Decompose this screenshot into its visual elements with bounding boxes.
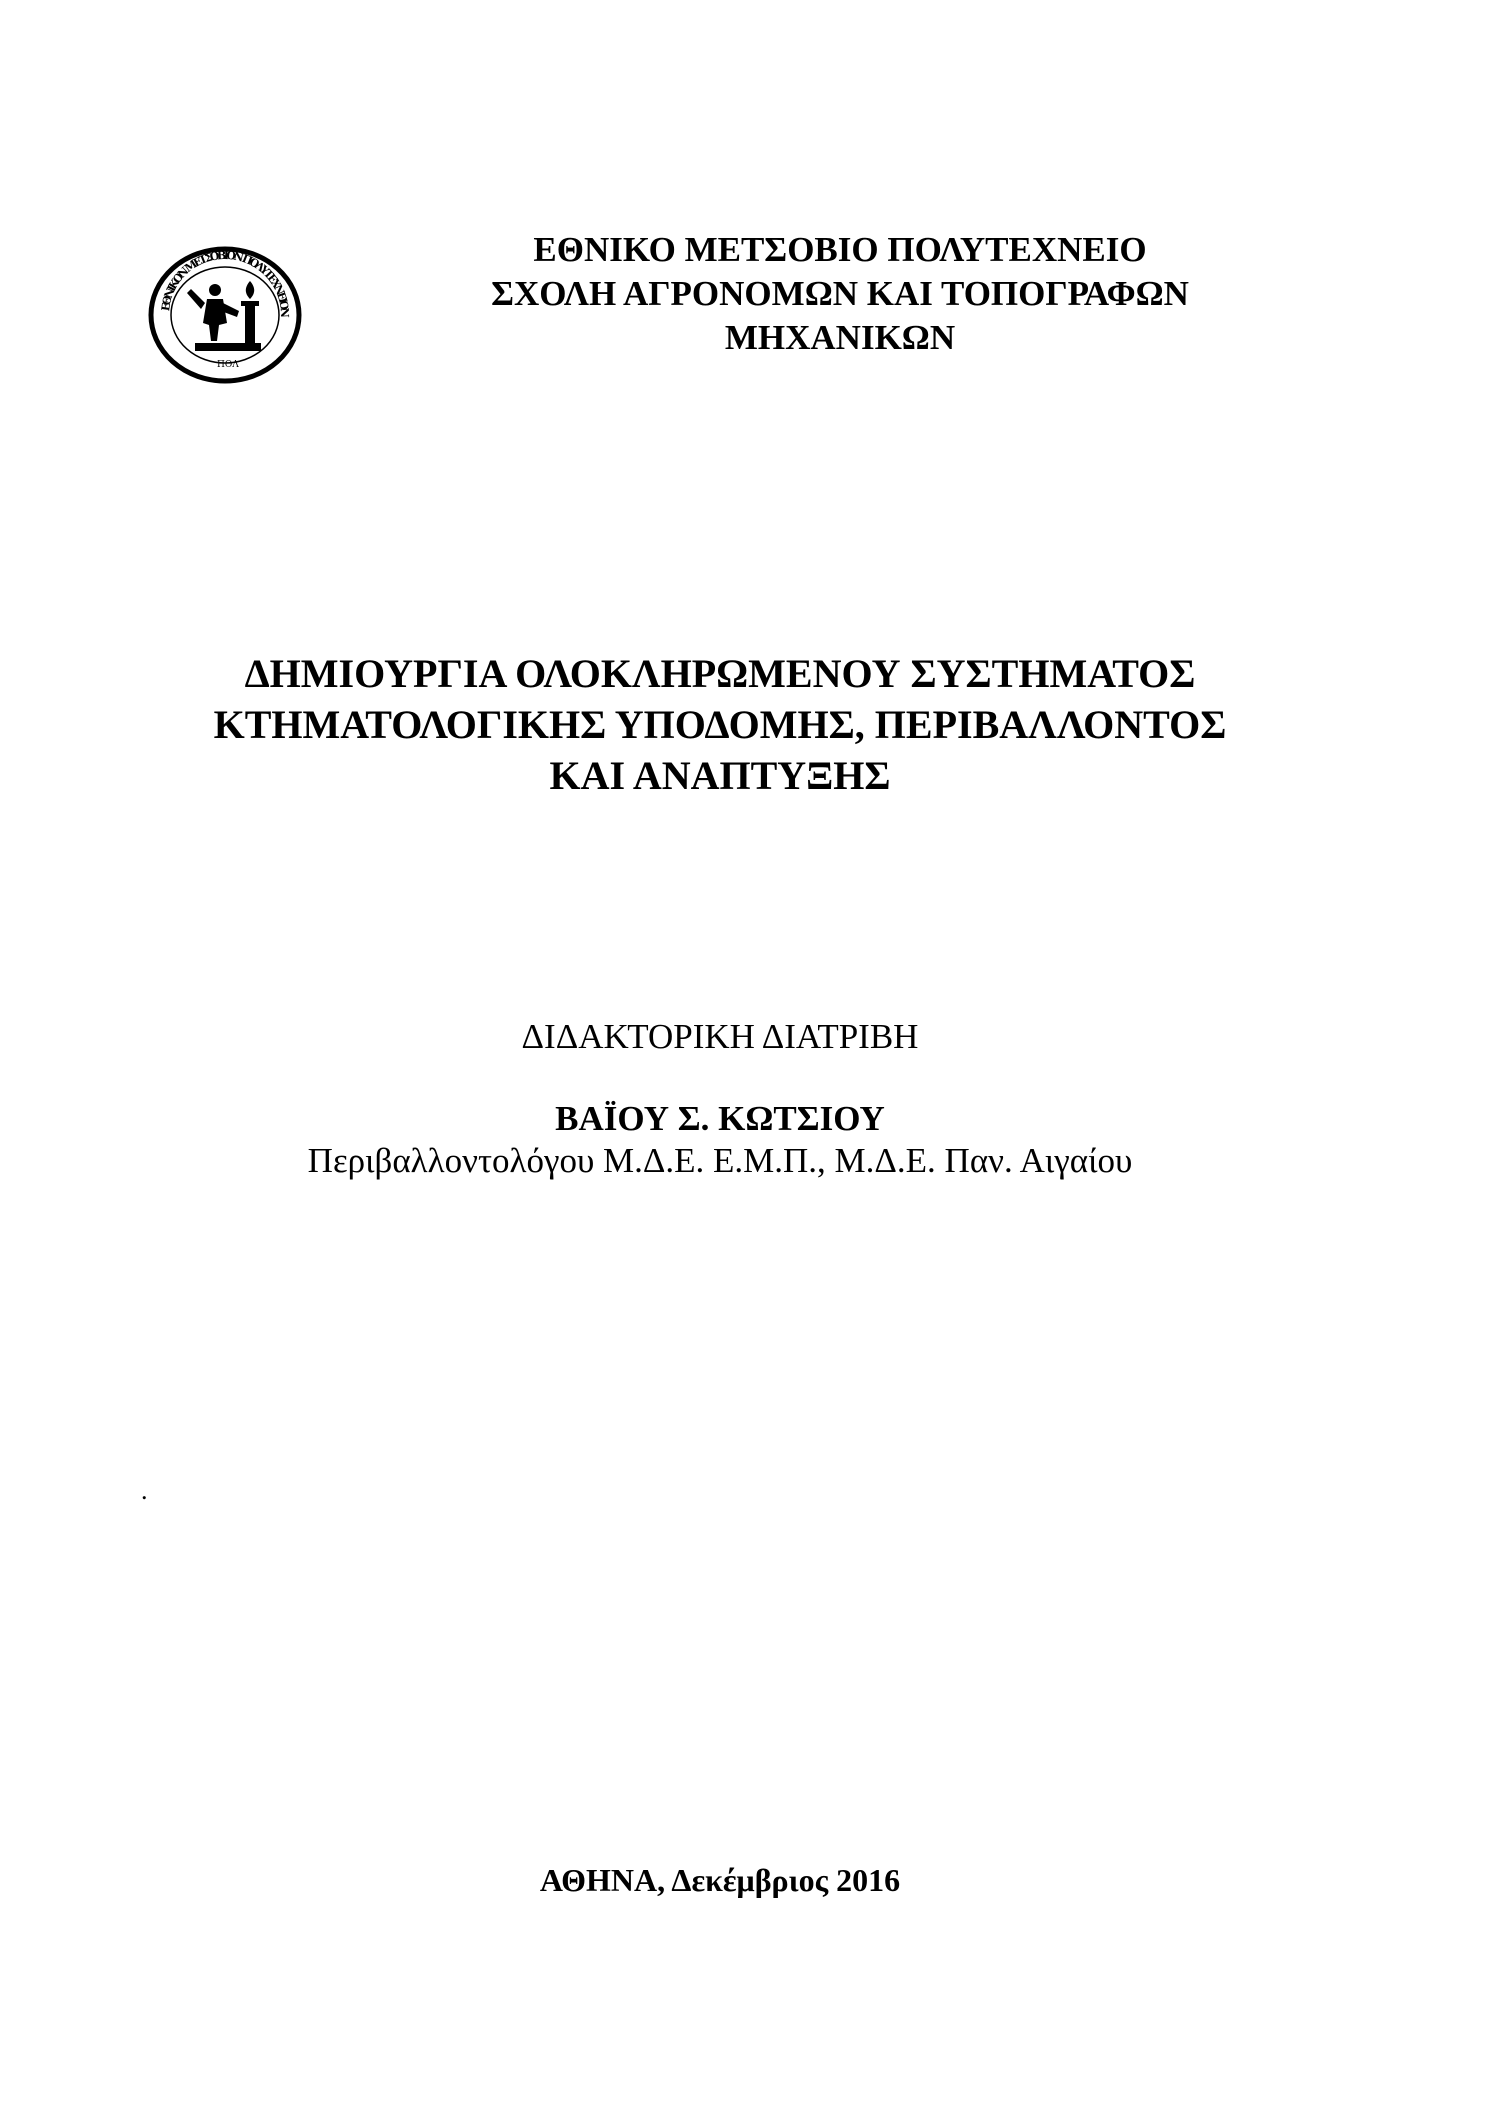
- thesis-title-line2: ΚΤΗΜΑΤΟΛΟΓΙΚΗΣ ΥΠΟΔΟΜΗΣ, ΠΕΡΙΒΑΛΛΟΝΤΟΣ: [213, 702, 1227, 747]
- document-type: ΔΙΔΑΚΤΟΡΙΚΗ ΔΙΑΤΡΙΒΗ: [521, 1017, 919, 1056]
- school-name-line2: ΜΗΧΑΝΙΚΩΝ: [724, 318, 956, 357]
- author-name: ΒΑΪΟΥ Σ. ΚΩΤΣΙΟΥ: [555, 1099, 885, 1138]
- place-and-date: ΑΘΗΝΑ, Δεκέμβριος 2016: [539, 1862, 901, 1898]
- institution-name: ΕΘΝΙΚΟ ΜΕΤΣΟΒΙΟ ΠΟΛΥΤΕΧΝΕΙΟ: [533, 230, 1147, 269]
- university-seal-icon: [145, 245, 305, 385]
- author-credentials: Περιβαλλοντολόγου Μ.Δ.Ε. Ε.Μ.Π., Μ.Δ.Ε. Παν. Αιγαίου: [307, 1141, 1133, 1180]
- svg-text:ΠΟΛ: ΠΟΛ: [217, 360, 239, 370]
- school-name-line1: ΣΧΟΛΗ ΑΓΡΟΝΟΜΩΝ ΚΑΙ ΤΟΠΟΓΡΑΦΩΝ: [491, 274, 1189, 313]
- author-block: [200, 1098, 1240, 1182]
- thesis-title: [100, 648, 1340, 801]
- stray-mark: .: [141, 1476, 148, 1505]
- thesis-title-line1: ΔΗΜΙΟΥΡΓΙΑ ΟΛΟΚΛΗΡΩΜΕΝΟΥ ΣΥΣΤΗΜΑΤΟΣ: [244, 651, 1196, 696]
- thesis-title-line3: ΚΑΙ ΑΝΑΠΤΥΞΗΣ: [549, 753, 891, 798]
- seal-lettering: ΕΘΝΙΚΟΝ ΜΕΤΣΟΒΙΟΝ ΠΟΛΥΤΕΧΝΕΙΟΝ: [159, 248, 292, 319]
- institution-header: [400, 228, 1280, 360]
